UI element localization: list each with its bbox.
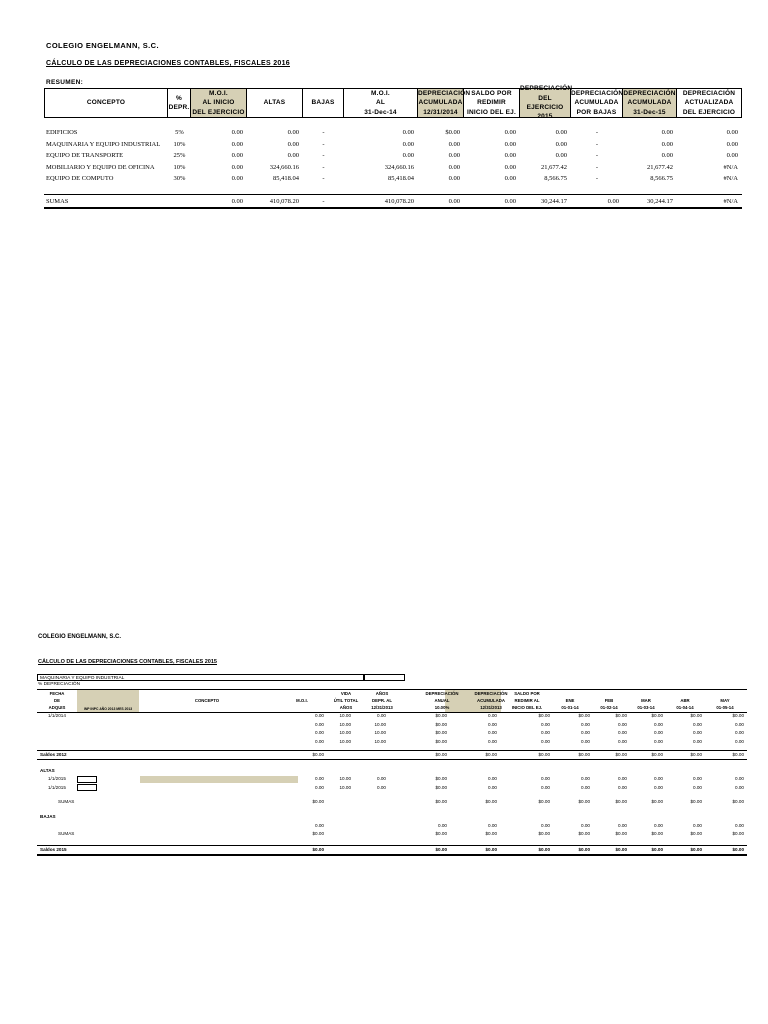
header-text: 10.00% [434, 705, 450, 710]
value-cell: 0.00 [315, 730, 324, 735]
altas-label: ALTAS [40, 768, 55, 773]
value-cell: 0.00 [654, 738, 663, 744]
header-text: 31-Dec-14 [364, 108, 397, 116]
header-text: SALDO POR [471, 89, 512, 97]
value-cell: 0.00 [448, 140, 460, 148]
header-text: ACTUALIZADA [684, 99, 734, 107]
value-cell: 0.00 [541, 823, 550, 828]
value-cell: #N/A [723, 163, 738, 171]
header-text: MAY [720, 698, 730, 703]
value-cell: 0.00 [488, 721, 497, 727]
value-cell: $0.00 [651, 713, 663, 718]
value-cell: 0.00 [504, 175, 516, 182]
value-cell: 0.00 [693, 823, 702, 828]
header-text: ACUMULADA [418, 99, 463, 107]
value-cell: 0.00 [654, 776, 663, 781]
value-cell: 10.00 [339, 721, 351, 727]
value-cell: 0.00 [488, 776, 497, 781]
header-text: DE [54, 698, 60, 703]
value-cell: 0.00 [693, 721, 702, 727]
header-text: AÑOS [339, 705, 353, 710]
header-text: MAR [641, 698, 651, 703]
report-title-2: CÁLCULO DE LAS DEPRECIACIONES CONTABLES, FISCALES 2015 [38, 659, 217, 665]
header-text: AL [375, 99, 386, 107]
value-cell: 10.00 [374, 730, 386, 735]
double-divider [37, 854, 747, 856]
value-cell: 0.00 [377, 776, 386, 781]
altas-sumas-row [37, 798, 747, 806]
value-cell: $0.00 [485, 847, 497, 852]
value-cell: 0.00 [448, 163, 460, 171]
depreciation-pct-label: % DEPRECIACIÓN [38, 682, 81, 687]
value-cell: $0.00 [538, 847, 550, 852]
value-cell: 0.00 [541, 721, 550, 727]
header-text: BAJAS [311, 99, 335, 107]
value-cell: $0.00 [732, 799, 744, 804]
header-text: ENE [565, 698, 575, 703]
value-cell: 410,078.20 [269, 198, 299, 205]
value-cell: 0.00 [488, 784, 497, 790]
header-text: AÑOS [375, 691, 389, 696]
value-cell: $0.00 [538, 799, 550, 804]
value-cell: $0.00 [435, 738, 447, 744]
summary-header-cell [344, 88, 418, 118]
value-cell: 0.00 [607, 198, 619, 205]
header-text: ADQUIS [48, 705, 66, 710]
value-cell: 10.00 [339, 730, 351, 735]
value-cell: $0.00 [435, 799, 447, 804]
value-cell: 0.00 [693, 776, 702, 781]
concept-cell: MAQUINARIA Y EQUIPO INDUSTRIAL [46, 140, 161, 148]
value-cell: 0.00 [488, 713, 497, 718]
value-cell: 0.00 [377, 784, 386, 790]
value-cell: 0.00 [735, 738, 744, 744]
value-cell: $0.00 [651, 831, 663, 836]
value-cell: 0.00 [618, 823, 627, 828]
header-text: DEPRECIACIÓN [571, 89, 624, 97]
value-cell: 0.00 [488, 823, 497, 828]
altas-concept-field[interactable] [140, 776, 298, 783]
detail-row [37, 721, 747, 729]
header-text: DEL EJERCICIO [682, 108, 736, 116]
summary-header-cell [418, 88, 471, 118]
value-cell: $0.00 [435, 784, 447, 790]
value-cell: 0.00 [377, 713, 386, 718]
value-cell: 0.00 [581, 784, 590, 790]
value-cell: $0.00 [732, 831, 744, 836]
value-cell: 0.00 [555, 129, 567, 136]
value-cell: 0.00 [581, 730, 590, 735]
value-cell: 0.00 [402, 140, 414, 148]
header-text: ALTAS [263, 99, 286, 107]
value-cell: 21,677.42 [647, 163, 673, 171]
summary-header-cell [464, 88, 520, 118]
value-cell: $0.00 [435, 847, 447, 852]
value-cell: 10% [173, 163, 186, 171]
value-cell: 0.00 [231, 163, 243, 171]
altas-row [37, 784, 747, 792]
header-text: SALDO POR [514, 691, 540, 696]
value-cell: 0.00 [735, 784, 744, 790]
value-cell: 0.00 [488, 738, 497, 744]
value-cell: 0.00 [726, 140, 738, 148]
value-cell: 10.00 [339, 738, 351, 744]
value-cell: - [595, 152, 599, 159]
value-cell: 5% [175, 129, 184, 136]
date-cell: 1/1/2014 [48, 713, 66, 718]
company-name: COLEGIO ENGELMANN, S.C. [46, 41, 159, 50]
value-cell: $0.00 [435, 776, 447, 781]
value-cell: $0.00 [651, 847, 663, 852]
header-text: ANUAL [434, 698, 450, 703]
summary-header-row [44, 85, 742, 121]
header-text: FECHA [49, 691, 65, 696]
value-cell: 30,244.17 [541, 198, 567, 205]
header-text: ACUMULADA [627, 99, 672, 107]
value-cell: - [322, 129, 325, 136]
sums-row [44, 196, 742, 208]
header-text: VIDA [340, 691, 352, 696]
value-cell: 0.00 [654, 730, 663, 735]
value-cell: 0.00 [315, 823, 324, 828]
sum-divider [44, 194, 742, 195]
value-cell: $0.00 [578, 831, 590, 836]
header-text: INICIO DEL EJ. [467, 108, 516, 116]
summary-header-cell [44, 88, 168, 118]
value-cell: 0.00 [555, 152, 567, 159]
value-cell: 0.00 [287, 152, 299, 159]
date-cell: 1/1/2015 [48, 776, 66, 781]
value-cell: 0.00 [504, 129, 516, 136]
value-cell: 8,566.75 [650, 175, 673, 182]
value-cell: 0.00 [581, 738, 590, 744]
summary-header-cell [677, 88, 742, 118]
header-text: DEPRECIACIÓN [418, 89, 471, 97]
value-cell: 410,078.20 [384, 198, 414, 205]
summary-header-cell [247, 88, 303, 118]
value-cell: 0.00 [287, 129, 299, 136]
sum-double-divider [44, 207, 742, 209]
category-field[interactable]: MAQUINARIA Y EQUIPO INDUSTRIAL [37, 674, 364, 681]
header-text: 01-01-14 [561, 705, 579, 710]
value-cell: $0.00 [578, 847, 590, 852]
value-cell: 0.00 [231, 175, 243, 182]
value-cell: 0.00 [231, 198, 243, 205]
value-cell: 0.00 [555, 140, 567, 148]
value-cell: $0.00 [732, 713, 744, 718]
value-cell: 8,566.75 [544, 175, 567, 182]
value-cell: $0.00 [445, 129, 460, 136]
value-cell: 30,244.17 [647, 198, 673, 205]
header-text: DEPRECIACIÓN [474, 691, 508, 696]
header-text: CONCEPTO [194, 698, 220, 703]
value-cell: $0.00 [651, 799, 663, 804]
value-cell: 0.00 [581, 721, 590, 727]
header-text: 2015 [537, 113, 553, 121]
header-text: % [176, 94, 182, 102]
value-cell: 0.00 [315, 721, 324, 727]
value-cell: 0.00 [287, 140, 299, 148]
value-cell: 10% [173, 140, 186, 148]
header-text: DEPRECIACIÓN [425, 691, 459, 696]
value-cell: $0.00 [578, 752, 590, 757]
value-cell: 0.00 [541, 738, 550, 744]
bajas-sumas-row [37, 830, 747, 838]
value-cell: 0.00 [654, 823, 663, 828]
header-text: DEPRECIACIÓN [520, 85, 573, 93]
value-cell: $0.00 [615, 713, 627, 718]
divider [37, 759, 747, 760]
value-cell: 25% [173, 152, 186, 159]
value-cell: $0.00 [690, 713, 702, 718]
header-text: 01-02-14 [600, 705, 618, 710]
header-text: DEL EJERCICIO [192, 108, 245, 116]
value-cell: 0.00 [735, 823, 744, 828]
value-cell: 0.00 [504, 140, 516, 148]
detail-header [37, 689, 747, 713]
value-cell: $0.00 [435, 730, 447, 735]
header-text: 01-04-14 [676, 705, 694, 710]
value-cell: $0.00 [615, 831, 627, 836]
value-cell: 0.00 [488, 730, 497, 735]
value-cell: 10.00 [339, 784, 351, 790]
value-cell: 0.00 [402, 129, 414, 136]
value-cell: 324,660.16 [384, 163, 414, 171]
value-cell: 0.00 [618, 738, 627, 744]
value-cell: 0.00 [448, 175, 460, 182]
value-cell: $0.00 [538, 713, 550, 718]
header-text: M.O.I. [296, 698, 308, 703]
value-cell: 0.00 [661, 152, 673, 159]
value-cell: $0.00 [435, 721, 447, 727]
value-cell: - [322, 175, 325, 182]
value-cell: $0.00 [312, 799, 324, 804]
value-cell: 0.00 [231, 152, 243, 159]
summary-header-cell [571, 88, 623, 118]
saldos-row [37, 751, 747, 759]
value-cell: $0.00 [485, 752, 497, 757]
value-cell: $0.00 [538, 831, 550, 836]
summary-sums-row [44, 196, 742, 208]
summary-label: RESUMEN: [46, 79, 84, 86]
value-cell: 10.00 [374, 721, 386, 727]
summary-row [44, 150, 742, 162]
summary-row [44, 127, 742, 139]
value-cell: 85,418.04 [273, 175, 299, 182]
value-cell: $0.00 [690, 847, 702, 852]
value-cell: $0.00 [690, 752, 702, 757]
value-cell [168, 196, 191, 208]
header-text: ÚTIL TOTAL [333, 698, 359, 703]
summary-header-cell [303, 88, 344, 118]
company-name-2: COLEGIO ENGELMANN, S.C. [38, 634, 122, 640]
value-cell: $0.00 [312, 752, 324, 757]
header-text: POR BAJAS [576, 108, 617, 116]
value-cell: $0.00 [615, 799, 627, 804]
value-cell: 0.00 [541, 784, 550, 790]
value-cell: 0.00 [541, 730, 550, 735]
value-cell: $0.00 [435, 831, 447, 836]
header-text: 12/31/2013 [371, 705, 393, 710]
value-cell: - [595, 175, 599, 182]
header-text: 12/31/2013 [480, 705, 502, 710]
value-cell: 30% [173, 175, 186, 182]
concept-cell: EQUIPO DE TRANSPORTE [46, 152, 124, 159]
value-cell: 0.00 [735, 776, 744, 781]
value-cell: 0.00 [448, 198, 460, 205]
header-text: 31-Dec-15 [633, 108, 666, 116]
header-text: REDIMIR AL [514, 698, 540, 703]
value-cell: 0.00 [315, 713, 324, 718]
value-cell: - [322, 163, 325, 171]
header-text: INP INPC AÑO 2013 MES 2013 [83, 707, 133, 711]
concept-cell: EDIFICIOS [46, 129, 78, 136]
value-cell: 0.00 [402, 152, 414, 159]
summary-table-body [44, 127, 742, 185]
value-cell: $0.00 [578, 799, 590, 804]
saldos-label: Saldos 2015 [40, 847, 67, 852]
summary-row [44, 173, 742, 185]
value-cell: 0.00 [735, 730, 744, 735]
header-text: DEPRECIACIÓN [682, 89, 736, 97]
detail-row [37, 729, 747, 737]
value-cell: 0.00 [726, 152, 738, 159]
summary-header-cell [168, 88, 191, 118]
header-text: ACUMULADA [477, 698, 505, 703]
value-cell: - [595, 140, 599, 148]
value-cell: 0.00 [541, 776, 550, 781]
bajas-label: BAJAS [40, 814, 56, 819]
value-cell: - [322, 198, 325, 205]
header-text: 01-05-14 [716, 705, 734, 710]
value-cell: #N/A [723, 175, 738, 182]
value-cell: 85,418.04 [388, 175, 414, 182]
value-cell: 0.00 [654, 784, 663, 790]
value-cell: 0.00 [735, 721, 744, 727]
value-cell: 0.00 [504, 163, 516, 171]
value-cell: 0.00 [581, 823, 590, 828]
value-cell: 0.00 [693, 730, 702, 735]
header-text: 01-03-14 [637, 705, 655, 710]
header-text: M.O.I. [209, 89, 228, 97]
value-cell: 10.00 [339, 713, 351, 718]
value-cell: 0.00 [504, 152, 516, 159]
concept-cell: EQUIPO DE COMPUTO [46, 175, 114, 182]
category-extra-field[interactable] [364, 674, 405, 681]
header-text: DEPRECIACIÓN [623, 89, 676, 97]
header-text: INICIO DEL EJ. [511, 705, 543, 710]
summary-header-cell [191, 88, 247, 118]
header-text: DEL EJERCICIO [526, 94, 564, 111]
value-cell: 10.00 [374, 738, 386, 744]
concept-cell: MOBILIARIO Y EQUIPO DE OFICINA [46, 163, 155, 171]
value-cell: 10.00 [339, 776, 351, 781]
value-cell: $0.00 [732, 847, 744, 852]
value-cell: - [595, 129, 599, 136]
value-cell: 0.00 [448, 152, 460, 159]
value-cell: $0.00 [538, 752, 550, 757]
value-cell: $0.00 [435, 713, 447, 718]
header-text: DEPR. [168, 104, 190, 111]
value-cell: - [595, 163, 599, 171]
value-cell: $0.00 [615, 847, 627, 852]
value-cell: - [322, 152, 325, 159]
value-cell: 0.00 [654, 721, 663, 727]
bajas-row [37, 822, 747, 830]
sumas-label: SUMAS [58, 799, 75, 804]
value-cell: $0.00 [690, 831, 702, 836]
value-cell: 0.00 [231, 129, 243, 136]
summary-header-cell [520, 85, 573, 121]
value-cell: $0.00 [578, 713, 590, 718]
header-text: M.O.I. [371, 89, 390, 97]
header-text: REDIMIR [477, 99, 506, 107]
value-cell: 0.00 [618, 784, 627, 790]
value-cell: 0.00 [315, 738, 324, 744]
header-text: CONCEPTO [86, 99, 126, 107]
value-cell: 0.00 [581, 776, 590, 781]
value-cell: #N/A [723, 198, 738, 205]
header-text: AL INICIO [202, 99, 235, 107]
report-title: CÁLCULO DE LAS DEPRECIACIONES CONTABLES, FISCALES 2016 [46, 60, 290, 67]
value-cell: 0.00 [504, 198, 516, 205]
saldos-label: Saldos 2012 [40, 752, 67, 757]
value-cell: 0.00 [618, 776, 627, 781]
value-cell: 0.00 [438, 823, 447, 828]
value-cell: 0.00 [726, 129, 738, 136]
value-cell: 0.00 [618, 730, 627, 735]
summary-header-cell [623, 88, 677, 118]
date-cell: 1/1/2015 [48, 784, 66, 790]
detail-row [37, 738, 747, 746]
value-cell: $0.00 [615, 752, 627, 757]
value-cell: $0.00 [690, 799, 702, 804]
header-text: FEB [604, 698, 614, 703]
saldos-row [37, 846, 747, 854]
detail-row [37, 712, 747, 720]
header-text: ACUMULADA [574, 99, 619, 107]
header-text: 12/31/2014 [423, 108, 458, 116]
value-cell: $0.00 [485, 831, 497, 836]
value-cell: $0.00 [312, 831, 324, 836]
value-cell: $0.00 [651, 752, 663, 757]
value-cell: $0.00 [732, 752, 744, 757]
value-cell: 0.00 [661, 129, 673, 136]
header-text: ABR [680, 698, 690, 703]
summary-row [44, 162, 742, 174]
value-cell: $0.00 [485, 799, 497, 804]
value-cell: $0.00 [312, 847, 324, 852]
summary-row [44, 139, 742, 151]
header-text: DEPR. AL [372, 698, 392, 703]
concept-cell: SUMAS [46, 198, 69, 205]
value-cell: 324,660.16 [269, 163, 299, 171]
value-cell: 0.00 [693, 738, 702, 744]
sumas-label: SUMAS [58, 831, 75, 836]
value-cell: 0.00 [315, 776, 324, 781]
value-cell: 0.00 [618, 721, 627, 727]
value-cell: 0.00 [315, 784, 324, 790]
value-cell: 0.00 [661, 140, 673, 148]
value-cell: - [322, 140, 325, 148]
value-cell: 0.00 [693, 784, 702, 790]
value-cell: 0.00 [231, 140, 243, 148]
value-cell: $0.00 [435, 752, 447, 757]
value-cell: 21,677.42 [541, 163, 567, 171]
